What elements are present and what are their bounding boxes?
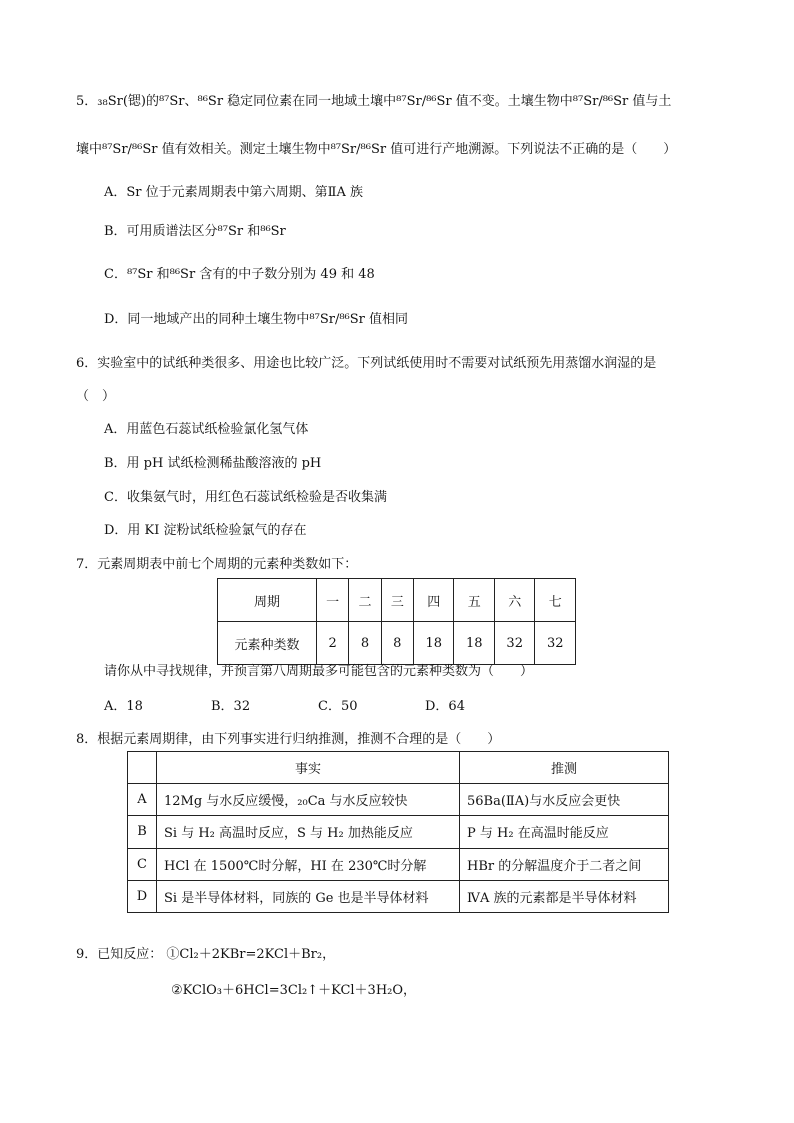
q9-stem-line1: 9．已知反应： ①Cl₂＋2KBr=2KCl＋Br₂，	[76, 947, 336, 962]
table-cell: 32	[535, 622, 576, 665]
table-cell: 2	[317, 622, 349, 665]
q5-option-a: A．Sr 位于元素周期表中第六周期、第ⅡA 族	[104, 185, 363, 200]
table-cell: C	[128, 848, 157, 880]
table-cell: B	[128, 816, 157, 848]
q5-option-d: D．同一地域产出的同种土壤生物中⁸⁷Sr/⁸⁶Sr 值相同	[104, 312, 409, 327]
table-cell: 五	[454, 579, 494, 622]
table-cell: 一	[317, 579, 349, 622]
q6-option-a: A．用蓝色石蕊试纸检验氯化氢气体	[104, 422, 309, 437]
table-row	[218, 579, 576, 622]
table-cell: Si 与 H₂ 高温时反应，S 与 H₂ 加热能反应	[157, 816, 460, 848]
q6-option-c: C．收集氨气时，用红色石蕊试纸检验是否收集满	[104, 490, 387, 505]
q8-fact-table	[127, 751, 669, 913]
table-cell: 六	[494, 579, 534, 622]
q5-stem-line1: 5．₃₈Sr(锶)的⁸⁷Sr、⁸⁶Sr 稳定同位素在同一地域土壤中⁸⁷Sr/⁸⁶Sr 值不变。土壤生物中⁸⁷Sr/⁸⁶Sr 值与土	[76, 94, 672, 109]
table-cell	[128, 752, 157, 784]
q7-option-d: D．64	[425, 699, 465, 714]
table-header-inference: 推测	[460, 752, 669, 784]
table-cell: 8	[381, 622, 413, 665]
table-cell: A	[128, 784, 157, 816]
table-cell: 32	[494, 622, 534, 665]
q7-option-a: A．18	[104, 699, 143, 714]
table-cell: 二	[349, 579, 381, 622]
table-cell: 18	[454, 622, 494, 665]
table-cell: ⅣA 族的元素都是半导体材料	[460, 880, 669, 912]
table-header-fact: 事实	[157, 752, 460, 784]
q6-option-b: B．用 pH 试纸检测稀盐酸溶液的 pH	[104, 456, 322, 471]
q6-option-d: D．用 KI 淀粉试纸检验氯气的存在	[104, 523, 307, 538]
table-row	[128, 816, 669, 848]
table-row	[128, 752, 669, 784]
table-cell: 四	[413, 579, 453, 622]
table-row	[218, 622, 576, 665]
table-cell: 56Ba(ⅡA)与水反应会更快	[460, 784, 669, 816]
q7-question: 请你从中寻找规律，并预言第八周期最多可能包含的元素种类数为（ ）	[104, 664, 534, 679]
q7-option-c: C．50	[318, 699, 358, 714]
table-cell: D	[128, 880, 157, 912]
table-row	[128, 880, 669, 912]
table-cell: 18	[413, 622, 453, 665]
q5-option-b: B．可用质谱法区分⁸⁷Sr 和⁸⁶Sr	[104, 224, 286, 239]
table-cell: 12Mg 与水反应缓慢，₂₀Ca 与水反应较快	[157, 784, 460, 816]
table-cell: Si 是半导体材料，同族的 Ge 也是半导体材料	[157, 880, 460, 912]
table-cell: HCl 在 1500℃时分解，HI 在 230℃时分解	[157, 848, 460, 880]
q7-period-table	[217, 578, 576, 665]
table-cell: HBr 的分解温度介于二者之间	[460, 848, 669, 880]
q6-stem-line2: （ ）	[76, 389, 116, 404]
table-cell: 元素种类数	[218, 622, 317, 665]
table-cell: 8	[349, 622, 381, 665]
q6-stem-line1: 6．实验室中的试纸种类很多、用途也比较广泛。下列试纸使用时不需要对试纸预先用蒸馏水润湿的是	[76, 356, 657, 371]
q5-stem-line2: 壤中⁸⁷Sr/⁸⁶Sr 值有效相关。测定土壤生物中⁸⁷Sr/⁸⁶Sr 值可进行产地溯源。下列说法不正确的是（ ）	[76, 142, 677, 157]
table-cell: 七	[535, 579, 576, 622]
table-row	[128, 784, 669, 816]
q8-stem: 8．根据元素周期律，由下列事实进行归纳推测，推测不合理的是（ ）	[76, 732, 501, 747]
q7-stem: 7．元素周期表中前七个周期的元素种类数如下：	[76, 557, 358, 572]
table-cell: P 与 H₂ 在高温时能反应	[460, 816, 669, 848]
table-cell: 三	[381, 579, 413, 622]
q5-option-c: C．⁸⁷Sr 和⁸⁶Sr 含有的中子数分别为 49 和 48	[104, 267, 375, 282]
q9-stem-line2: ②KClO₃＋6HCl=3Cl₂↑＋KCl＋3H₂O，	[171, 983, 417, 998]
table-row	[128, 848, 669, 880]
q7-option-b: B．32	[211, 699, 251, 714]
table-cell: 周期	[218, 579, 317, 622]
